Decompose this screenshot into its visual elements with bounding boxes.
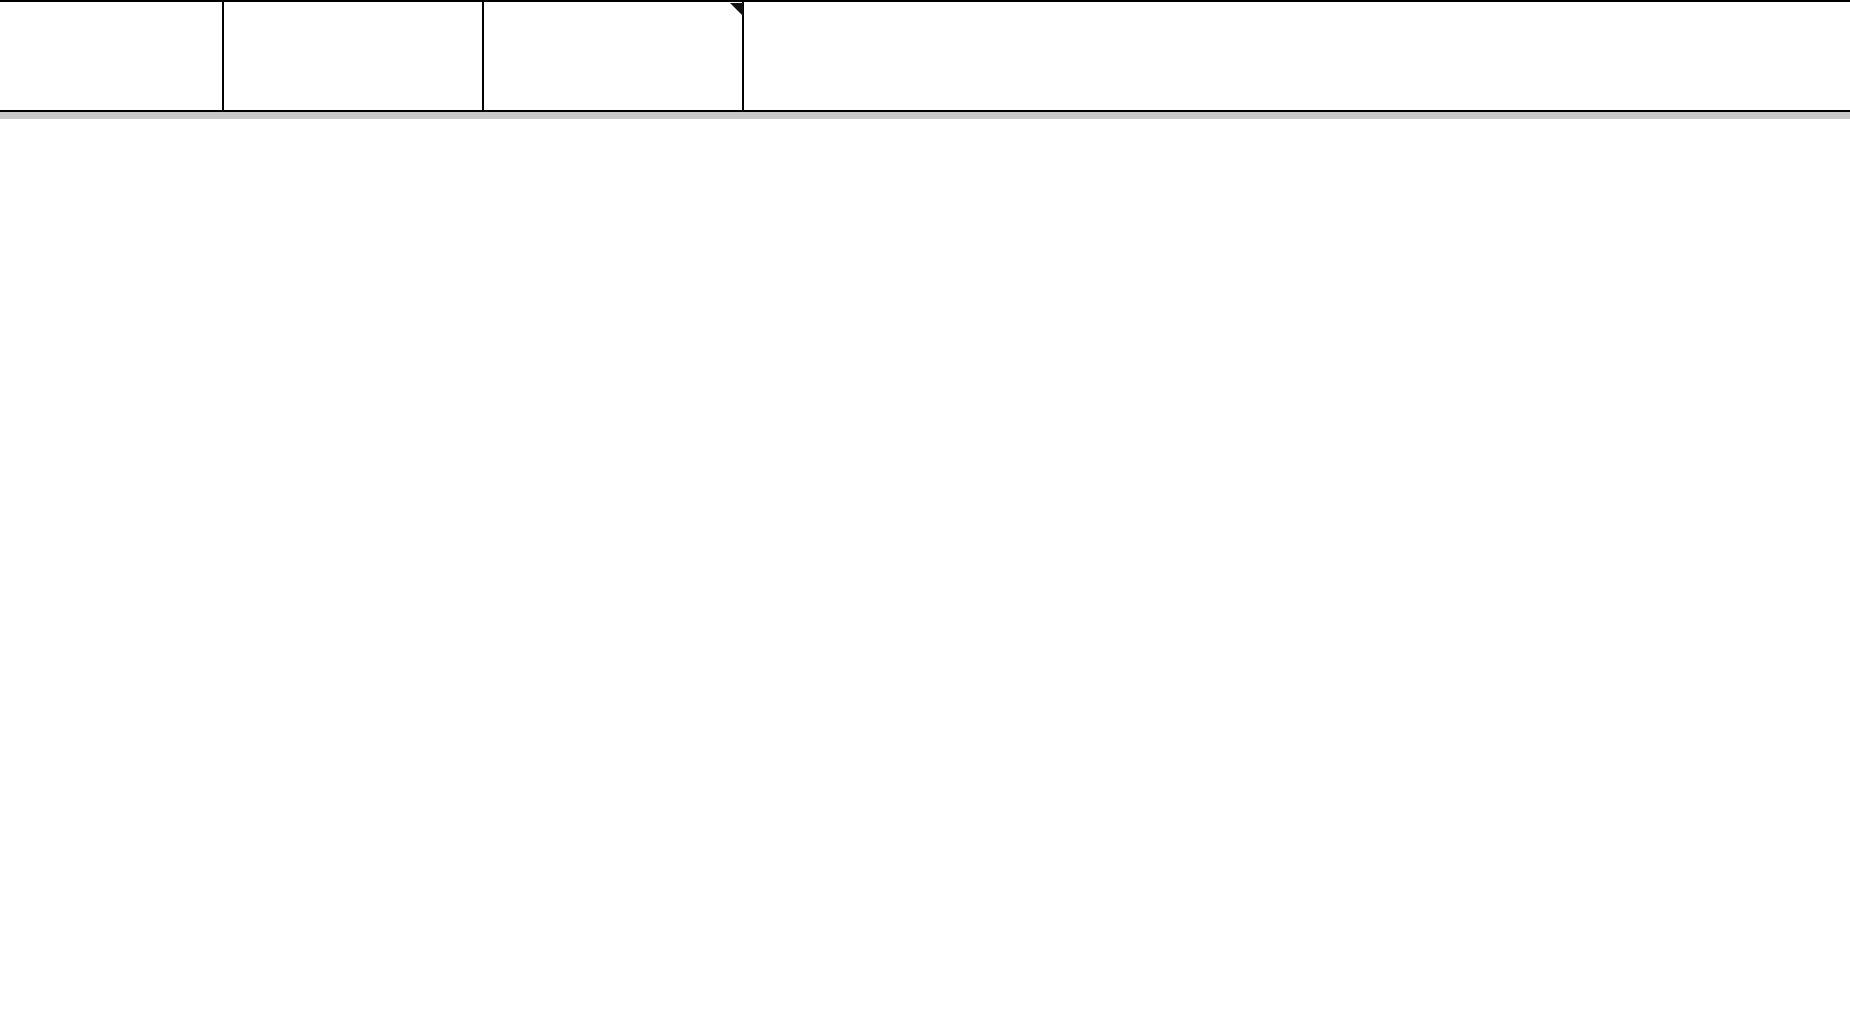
- header-merged-within-3-days[interactable]: [0, 0, 224, 110]
- cell-note-indicator-icon: [730, 3, 743, 16]
- header-merge-faster[interactable]: [484, 0, 744, 110]
- frozen-header-divider: [0, 110, 1850, 119]
- header-row: [0, 0, 1850, 110]
- header-reason[interactable]: [744, 0, 1850, 110]
- header-review-faster[interactable]: [224, 0, 484, 110]
